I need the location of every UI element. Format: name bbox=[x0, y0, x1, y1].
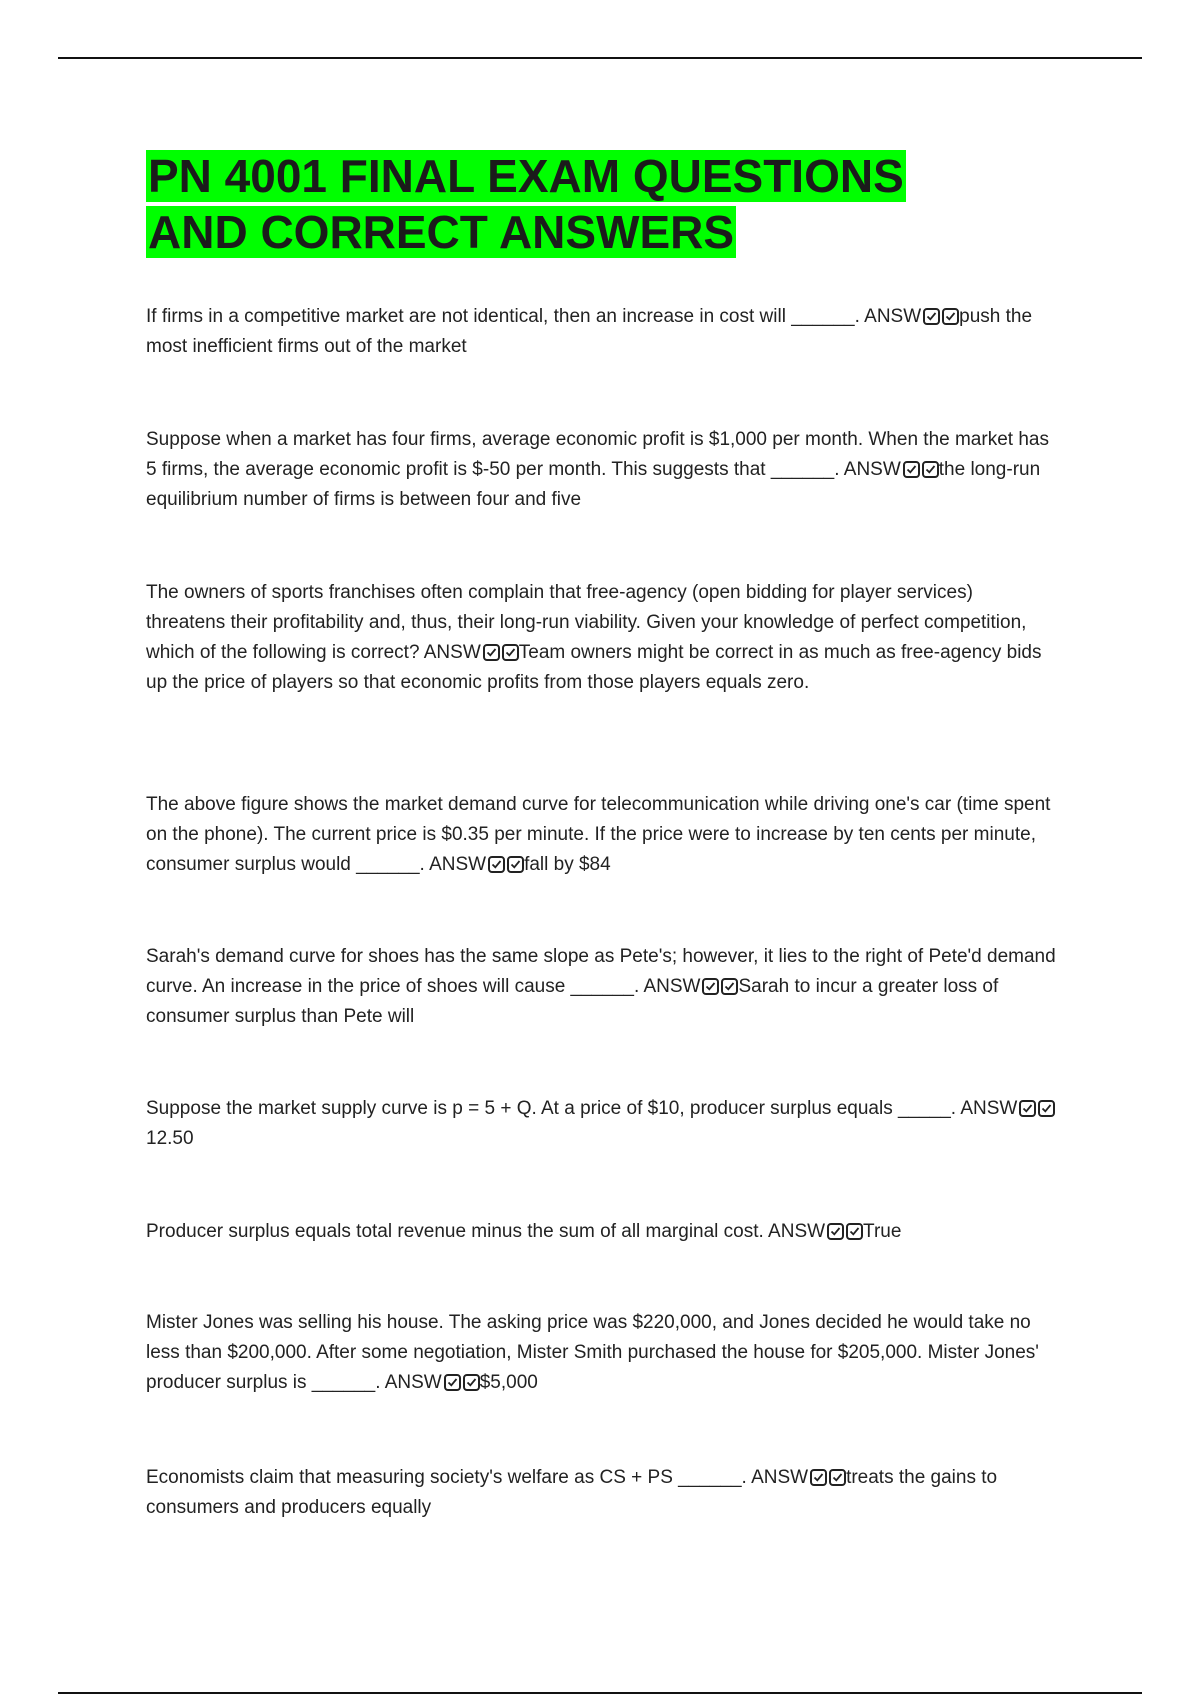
answer-text: Team owners might be correct in as much as free-agency bids up the price of players so that economic profits from those players equals zero. bbox=[146, 642, 1042, 693]
checkbox-icon bbox=[463, 1374, 480, 1391]
checkbox-icon bbox=[829, 1469, 846, 1486]
qa-item bbox=[146, 1217, 1056, 1247]
checkbox-icon bbox=[846, 1223, 863, 1240]
checkbox-icon bbox=[488, 856, 505, 873]
answer-text: fall by $84 bbox=[524, 854, 611, 875]
qa-item bbox=[146, 1308, 1056, 1398]
checkbox-icon bbox=[922, 461, 939, 478]
checkbox-icon bbox=[721, 978, 738, 995]
checkbox-icon bbox=[1038, 1100, 1055, 1117]
checkbox-icon bbox=[1019, 1100, 1036, 1117]
checkbox-icon bbox=[444, 1374, 461, 1391]
answer-text: Sarah to incur a greater loss of consumer surplus than Pete will bbox=[146, 976, 999, 1027]
answer-text: True bbox=[863, 1221, 902, 1242]
checkbox-icon bbox=[702, 978, 719, 995]
answer-marker: ANSW bbox=[384, 1372, 442, 1393]
answer-marker: ANSW bbox=[429, 854, 487, 875]
question-text: Economists claim that measuring society's welfare as CS + PS ______. bbox=[146, 1467, 747, 1488]
answer-marker: ANSW bbox=[643, 976, 701, 997]
question-text: Producer surplus equals total revenue minus the sum of all marginal cost. bbox=[146, 1221, 764, 1242]
checkbox-icon bbox=[483, 644, 500, 661]
question-text: The owners of sports franchises often complain that free-agency (open bidding for player services) threatens their profitability and, thus, their long-run viability. Given your knowledge of perfect competition, which of the following is correct? bbox=[146, 582, 1027, 663]
answer-marker: ANSW bbox=[864, 306, 922, 327]
qa-item bbox=[146, 790, 1056, 880]
title-line-2: AND CORRECT ANSWERS bbox=[148, 206, 735, 258]
answer-text: the long-run equilibrium number of firms is between four and five bbox=[146, 459, 1041, 510]
qa-item bbox=[146, 1094, 1056, 1154]
answer-text: treats the gains to consumers and producers equally bbox=[146, 1467, 998, 1518]
checkbox-icon bbox=[502, 644, 519, 661]
answer-text: 12.50 bbox=[146, 1128, 194, 1149]
answer-text: push the most inefficient firms out of the market bbox=[146, 306, 1033, 357]
qa-item bbox=[146, 302, 1056, 362]
document-title bbox=[146, 148, 1046, 260]
checkbox-icon bbox=[942, 308, 959, 325]
qa-item bbox=[146, 1463, 1056, 1523]
question-text: Suppose when a market has four firms, average economic profit is $1,000 per month. When the market has 5 firms, the average economic profit is $-50 per month. This suggests that ______. bbox=[146, 429, 1049, 480]
answer-marker: ANSW bbox=[423, 642, 481, 663]
checkbox-icon bbox=[903, 461, 920, 478]
title-line-1: PN 4001 FINAL EXAM QUESTIONS bbox=[148, 150, 904, 202]
question-text: The above figure shows the market demand curve for telecommunication while driving one's car (time spent on the phone). The current price is $0.35 per minute. If the price were to increase by ten cents per minute, consumer surplus would ______. bbox=[146, 794, 1051, 875]
checkbox-icon bbox=[923, 308, 940, 325]
checkbox-icon bbox=[810, 1469, 827, 1486]
qa-item bbox=[146, 425, 1056, 515]
checkbox-icon bbox=[827, 1223, 844, 1240]
qa-item bbox=[146, 942, 1056, 1032]
bottom-rule bbox=[58, 1692, 1142, 1694]
question-text: If firms in a competitive market are not identical, then an increase in cost will ______. bbox=[146, 306, 860, 327]
answer-marker: ANSW bbox=[768, 1221, 826, 1242]
answer-marker: ANSW bbox=[960, 1098, 1018, 1119]
answer-marker: ANSW bbox=[751, 1467, 809, 1488]
answer-marker: ANSW bbox=[843, 459, 901, 480]
checkbox-icon bbox=[507, 856, 524, 873]
top-rule bbox=[58, 57, 1142, 59]
question-text: Suppose the market supply curve is p = 5 + Q. At a price of $10, producer surplus equals _____. bbox=[146, 1098, 957, 1119]
question-text: Sarah's demand curve for shoes has the same slope as Pete's; however, it lies to the right of Pete'd demand curve. An increase in the price of shoes will cause ______. bbox=[146, 946, 1056, 997]
answer-text: $5,000 bbox=[479, 1372, 538, 1393]
qa-item bbox=[146, 578, 1056, 698]
question-text: Mister Jones was selling his house. The asking price was $220,000, and Jones decided he would take no less than $200,000. After some negotiation, Mister Smith purchased the house for $205,000. Mister Jones' producer surplus is ______. bbox=[146, 1312, 1039, 1393]
